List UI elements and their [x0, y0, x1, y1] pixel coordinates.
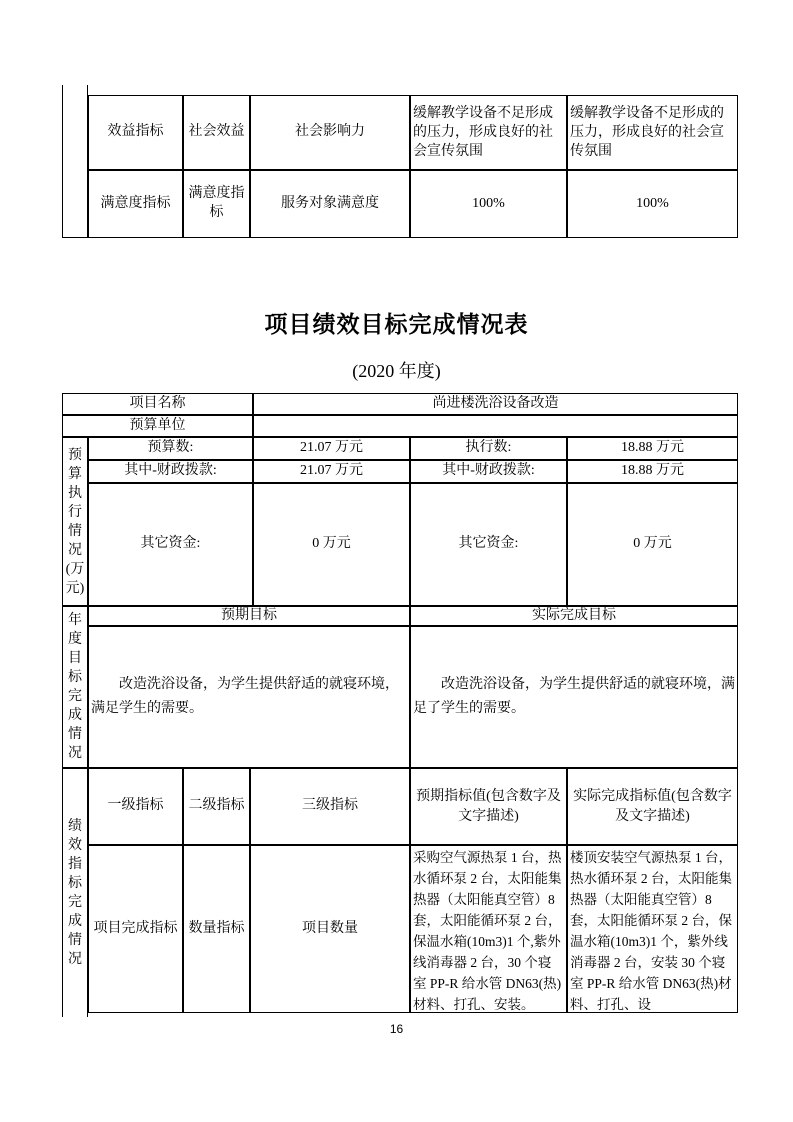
- t1-benefit-expected-cell: 缓解教学设备不足形成的压力，形成良好的社会宣传氛围: [410, 95, 567, 170]
- indicator-actual-cell: 楼顶安装空气源热泵 1 台，热水循环泵 2 台，太阳能集热器（太阳能真空管）8 套，太阳能循环泵 2 台，保温水箱(10m3)1 个，紫外线消毒器 2 台，安装 30 个寝室 PP-R 给水管 DN63(热)材料、打孔、设: [567, 845, 738, 1013]
- actual-goal-text: 改造洗浴设备，为学生提供舒适的就寝环境，满足了学生的需要。: [413, 677, 735, 716]
- page-subtitle: (2020 年度): [352, 361, 441, 381]
- indicator-header-actual: 实际完成指标值(包含数字及文字描述): [567, 768, 738, 845]
- budget-number-value: 21.07 万元: [253, 437, 410, 460]
- fiscal-allocation-label-2: 其中-财政拨款:: [410, 460, 567, 483]
- indicator-header-level2: 二级指标: [183, 768, 250, 845]
- indicator-level3-cell: 项目数量: [250, 845, 410, 1013]
- project-name-label: 项目名称: [62, 393, 253, 415]
- other-funds-value-2: 0 万元: [567, 483, 738, 606]
- indicator-header-level3: 三级指标: [250, 768, 410, 845]
- performance-section-strip: 绩效指标完成情况: [62, 768, 88, 1017]
- t1-section-strip: [62, 85, 88, 238]
- completion-table: [62, 393, 738, 1013]
- indicator-header-expected: 预期指标值(包含数字及文字描述): [410, 768, 567, 845]
- t1-benefit-actual-cell: 缓解教学设备不足形成的压力，形成良好的社会宣传氛围: [567, 95, 738, 170]
- page-number: 16: [389, 1022, 404, 1036]
- t1-benefit-level3-cell: 社会影响力: [250, 95, 410, 170]
- other-funds-label-2: 其它资金:: [410, 483, 567, 606]
- budget-unit-label: 预算单位: [62, 415, 253, 437]
- t1-satisfaction-actual-cell: 100%: [567, 170, 738, 238]
- budget-unit-value: [253, 415, 738, 437]
- fiscal-allocation-value-1: 21.07 万元: [253, 460, 410, 483]
- budget-section-strip: 预算执行情况(万元): [62, 437, 88, 606]
- t1-satisfaction-level1-cell: 满意度指标: [88, 170, 183, 238]
- other-funds-value-1: 0 万元: [253, 483, 410, 606]
- t1-benefit-level1-cell: 效益指标: [88, 95, 183, 170]
- t1-satisfaction-level3-cell: 服务对象满意度: [250, 170, 410, 238]
- execution-number-value: 18.88 万元: [567, 437, 738, 460]
- t1-benefit-level2-cell: 社会效益: [183, 95, 250, 170]
- actual-goal-header: 实际完成目标: [410, 606, 738, 626]
- annual-goal-section-strip: 年度目标完成情况: [62, 606, 88, 768]
- t1-satisfaction-expected-cell: 100%: [410, 170, 567, 238]
- other-funds-label-1: 其它资金:: [88, 483, 253, 606]
- fiscal-allocation-label-1: 其中-财政拨款:: [88, 460, 253, 483]
- expected-goal-text-cell: [88, 626, 410, 768]
- page-title: 项目绩效目标完成情况表: [264, 312, 529, 337]
- execution-number-label: 执行数:: [410, 437, 567, 460]
- expected-goal-header: 预期目标: [88, 606, 410, 626]
- actual-goal-text-cell: [410, 626, 738, 768]
- indicator-level2-cell: 数量指标: [183, 845, 250, 1013]
- expected-goal-text: 改造洗浴设备，为学生提供舒适的就寝环境，满足学生的需要。: [91, 677, 399, 716]
- indicator-expected-cell: 采购空气源热泵 1 台，热水循环泵 2 台，太阳能集热器（太阳能真空管）8套，太阳能循环泵 2 台，保温水箱(10m3)1 个,紫外线消毒器 2 台，30 个寝室 PP-R 给水管 DN63(热)材料、打孔、安装。: [410, 845, 567, 1013]
- project-name-value: 尚进楼洗浴设备改造: [253, 393, 738, 415]
- benefit-indicator-table: [62, 85, 738, 238]
- fiscal-allocation-value-2: 18.88 万元: [567, 460, 738, 483]
- indicator-level1-cell: 项目完成指标: [88, 845, 183, 1013]
- t1-satisfaction-level2-cell: 满意度指标: [183, 170, 250, 238]
- budget-number-label: 预算数:: [88, 437, 253, 460]
- indicator-header-level1: 一级指标: [88, 768, 183, 845]
